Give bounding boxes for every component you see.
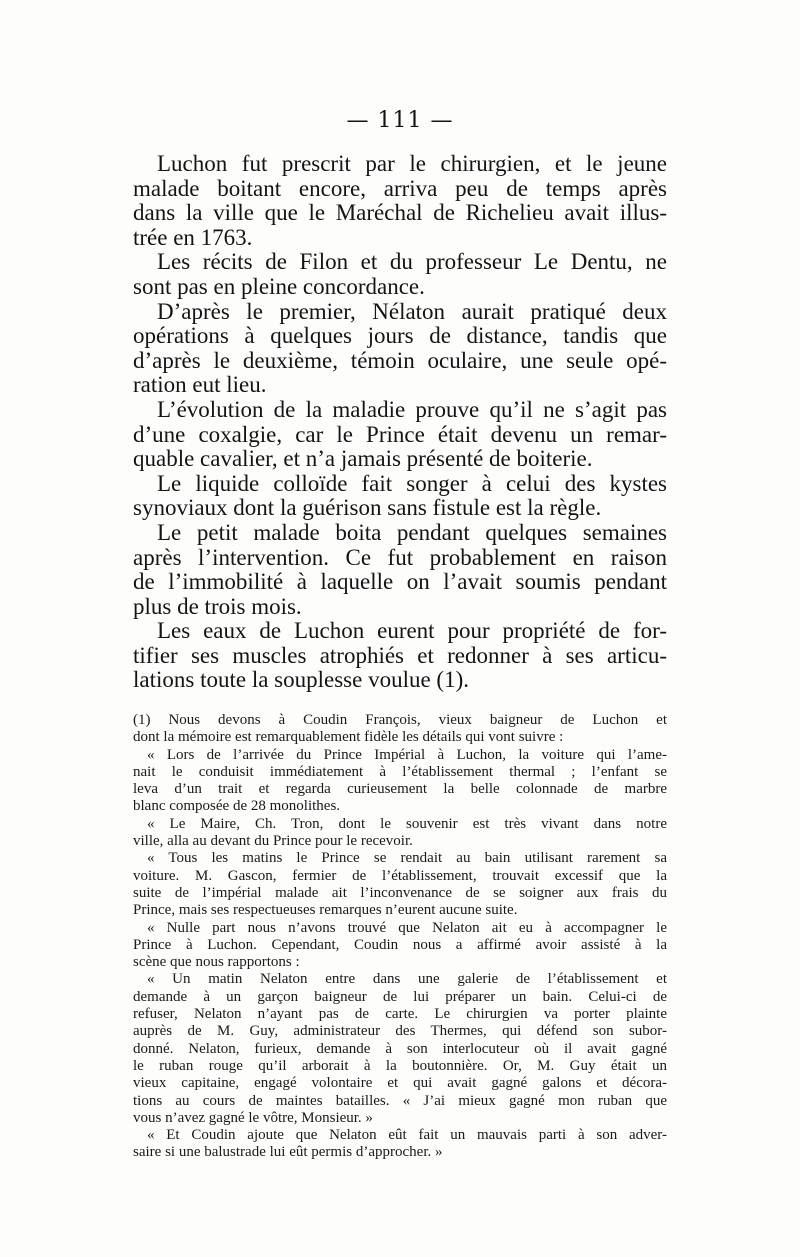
text-line: nait le conduisit immédiatement à l’établissement thermal ; l’enfant se (133, 763, 667, 780)
text-line: saire si une balustrade lui eût permis d’approcher. » (133, 1144, 443, 1161)
text-line: suite de l’impérial malade ait l’inconvenance de se soigner aux frais du (133, 884, 667, 901)
text-line: Le liquide colloïde fait songer à celui des kystes (157, 470, 667, 496)
text-line: D’après le premier, Nélaton aurait pratiqué deux (157, 298, 667, 324)
paragraph (133, 300, 667, 398)
footnote-paragraph (133, 971, 667, 1127)
text-line: lations toute la souplesse voulue (1). (133, 667, 469, 693)
paragraph (133, 619, 667, 693)
paragraph (133, 521, 667, 619)
text-line: trée en 1763. (133, 224, 253, 250)
text-line: le ruban rouge qu’il arborait à la boutonnière. Or, M. Guy était un (133, 1057, 667, 1074)
text-line: Prince, mais ses respectueuses remarques n’eurent aucune suite. (133, 902, 518, 919)
text-line: synoviaux dont la guérison sans fistule est la règle. (133, 495, 602, 521)
footnote-paragraph (133, 816, 667, 851)
text-line: « Le Maire, Ch. Tron, dont le souvenir est très vivant dans notre (147, 815, 667, 832)
text-line: (1) Nous devons à Coudin François, vieux baigneur de Luchon et (133, 712, 667, 728)
text-line: tions au cours de maintes batailles. « J’ai mieux gagné mon ruban que (133, 1092, 667, 1109)
text-line: après l’intervention. Ce fut probablement en raison (133, 544, 667, 570)
footnote-paragraph (133, 1127, 667, 1162)
footnote-paragraph (133, 747, 667, 816)
text-line: ration eut lieu. (133, 372, 267, 398)
text-line: auprès de M. Guy, administrateur des Thermes, qui défend son subor- (133, 1023, 667, 1040)
text-line: donné. Nelaton, furieux, demande à son interlocuteur où il avait gagné (133, 1040, 667, 1057)
paragraph (133, 250, 667, 299)
page-number: — 111 — (346, 108, 454, 133)
text-line: opérations à quelques jours de distance, tandis que (133, 323, 667, 349)
text-line: scène que nous rapportons : (133, 954, 300, 971)
text-line: « Tous les matins le Prince se rendait au bain utilisant rarement sa (147, 850, 667, 867)
text-line: de l’immobilité à laquelle on l’avait soumis pendant (133, 569, 667, 595)
footnote-paragraph (133, 850, 667, 919)
text-line: tifier ses muscles atrophiés et redonner à ses articu- (133, 642, 667, 668)
text-line: « Lors de l’arrivée du Prince Impérial à Luchon, la voiture qui l’ame- (147, 746, 667, 763)
text-line: ville, alla au devant du Prince pour le recevoir. (133, 833, 413, 850)
text-line: vieux capitaine, engagé volontaire et qui avait gagné galons et décora- (133, 1075, 667, 1092)
text-line: Prince à Luchon. Cependant, Coudin nous a affirmé avoir assisté à la (133, 936, 667, 953)
text-line: d’une coxalgie, car le Prince était devenu un remar- (133, 421, 667, 447)
text-line: « Et Coudin ajoute que Nelaton eût fait un mauvais parti à son adver- (147, 1127, 667, 1144)
paragraph (133, 472, 667, 521)
text-line: dont la mémoire est remarquablement fidèle les détails qui vont suivre : (133, 729, 564, 746)
paragraph (133, 398, 667, 472)
text-line: voiture. M. Gascon, fermier de l’établissement, trouvait excessif que la (133, 867, 667, 884)
footnote-paragraph (133, 712, 667, 747)
text-line: leva d’un trait et regarda curieusement la belle colonnade de marbre (133, 781, 667, 798)
text-line: malade boitant encore, arriva peu de temps après (133, 175, 667, 201)
text-line: Les eaux de Luchon eurent pour propriété de for- (157, 618, 667, 644)
footnote-paragraph (133, 920, 667, 972)
text-line: Le petit malade boita pendant quelques semaines (157, 519, 667, 545)
text-line: d’après le deuxième, témoin oculaire, une seule opé- (133, 347, 667, 373)
text-line: blanc composée de 28 monolithes. (133, 798, 341, 815)
text-line: L’évolution de la maladie prouve qu’il ne s’agit pas (157, 396, 667, 422)
text-line: Les récits de Filon et du professeur Le Dentu, ne (157, 249, 667, 275)
main-text (133, 152, 667, 693)
paragraph (133, 152, 667, 250)
footnote-block (133, 712, 667, 1162)
text-line: « Un matin Nelaton entre dans une galerie de l’établissement et (147, 971, 667, 988)
text-line: demande à un garçon baigneur de lui préparer un bain. Celui-ci de (133, 988, 667, 1005)
text-line: « Nulle part nous n’avons trouvé que Nelaton ait eu à accompagner le (147, 919, 667, 936)
text-line: quable cavalier, et n’a jamais présenté de boiterie. (133, 446, 593, 472)
text-line: sont pas en pleine concordance. (133, 273, 425, 299)
text-line: vous n’avez gagné le vôtre, Monsieur. » (133, 1109, 373, 1126)
text-line: dans la ville que le Maréchal de Richelieu avait illus- (133, 200, 667, 226)
text-line: plus de trois mois. (133, 593, 302, 619)
text-line: refuser, Nelaton n’ayant pas de carte. Le chirurgien va porter plainte (133, 1006, 667, 1023)
text-line: Luchon fut prescrit par le chirurgien, et le jeune (157, 151, 667, 176)
